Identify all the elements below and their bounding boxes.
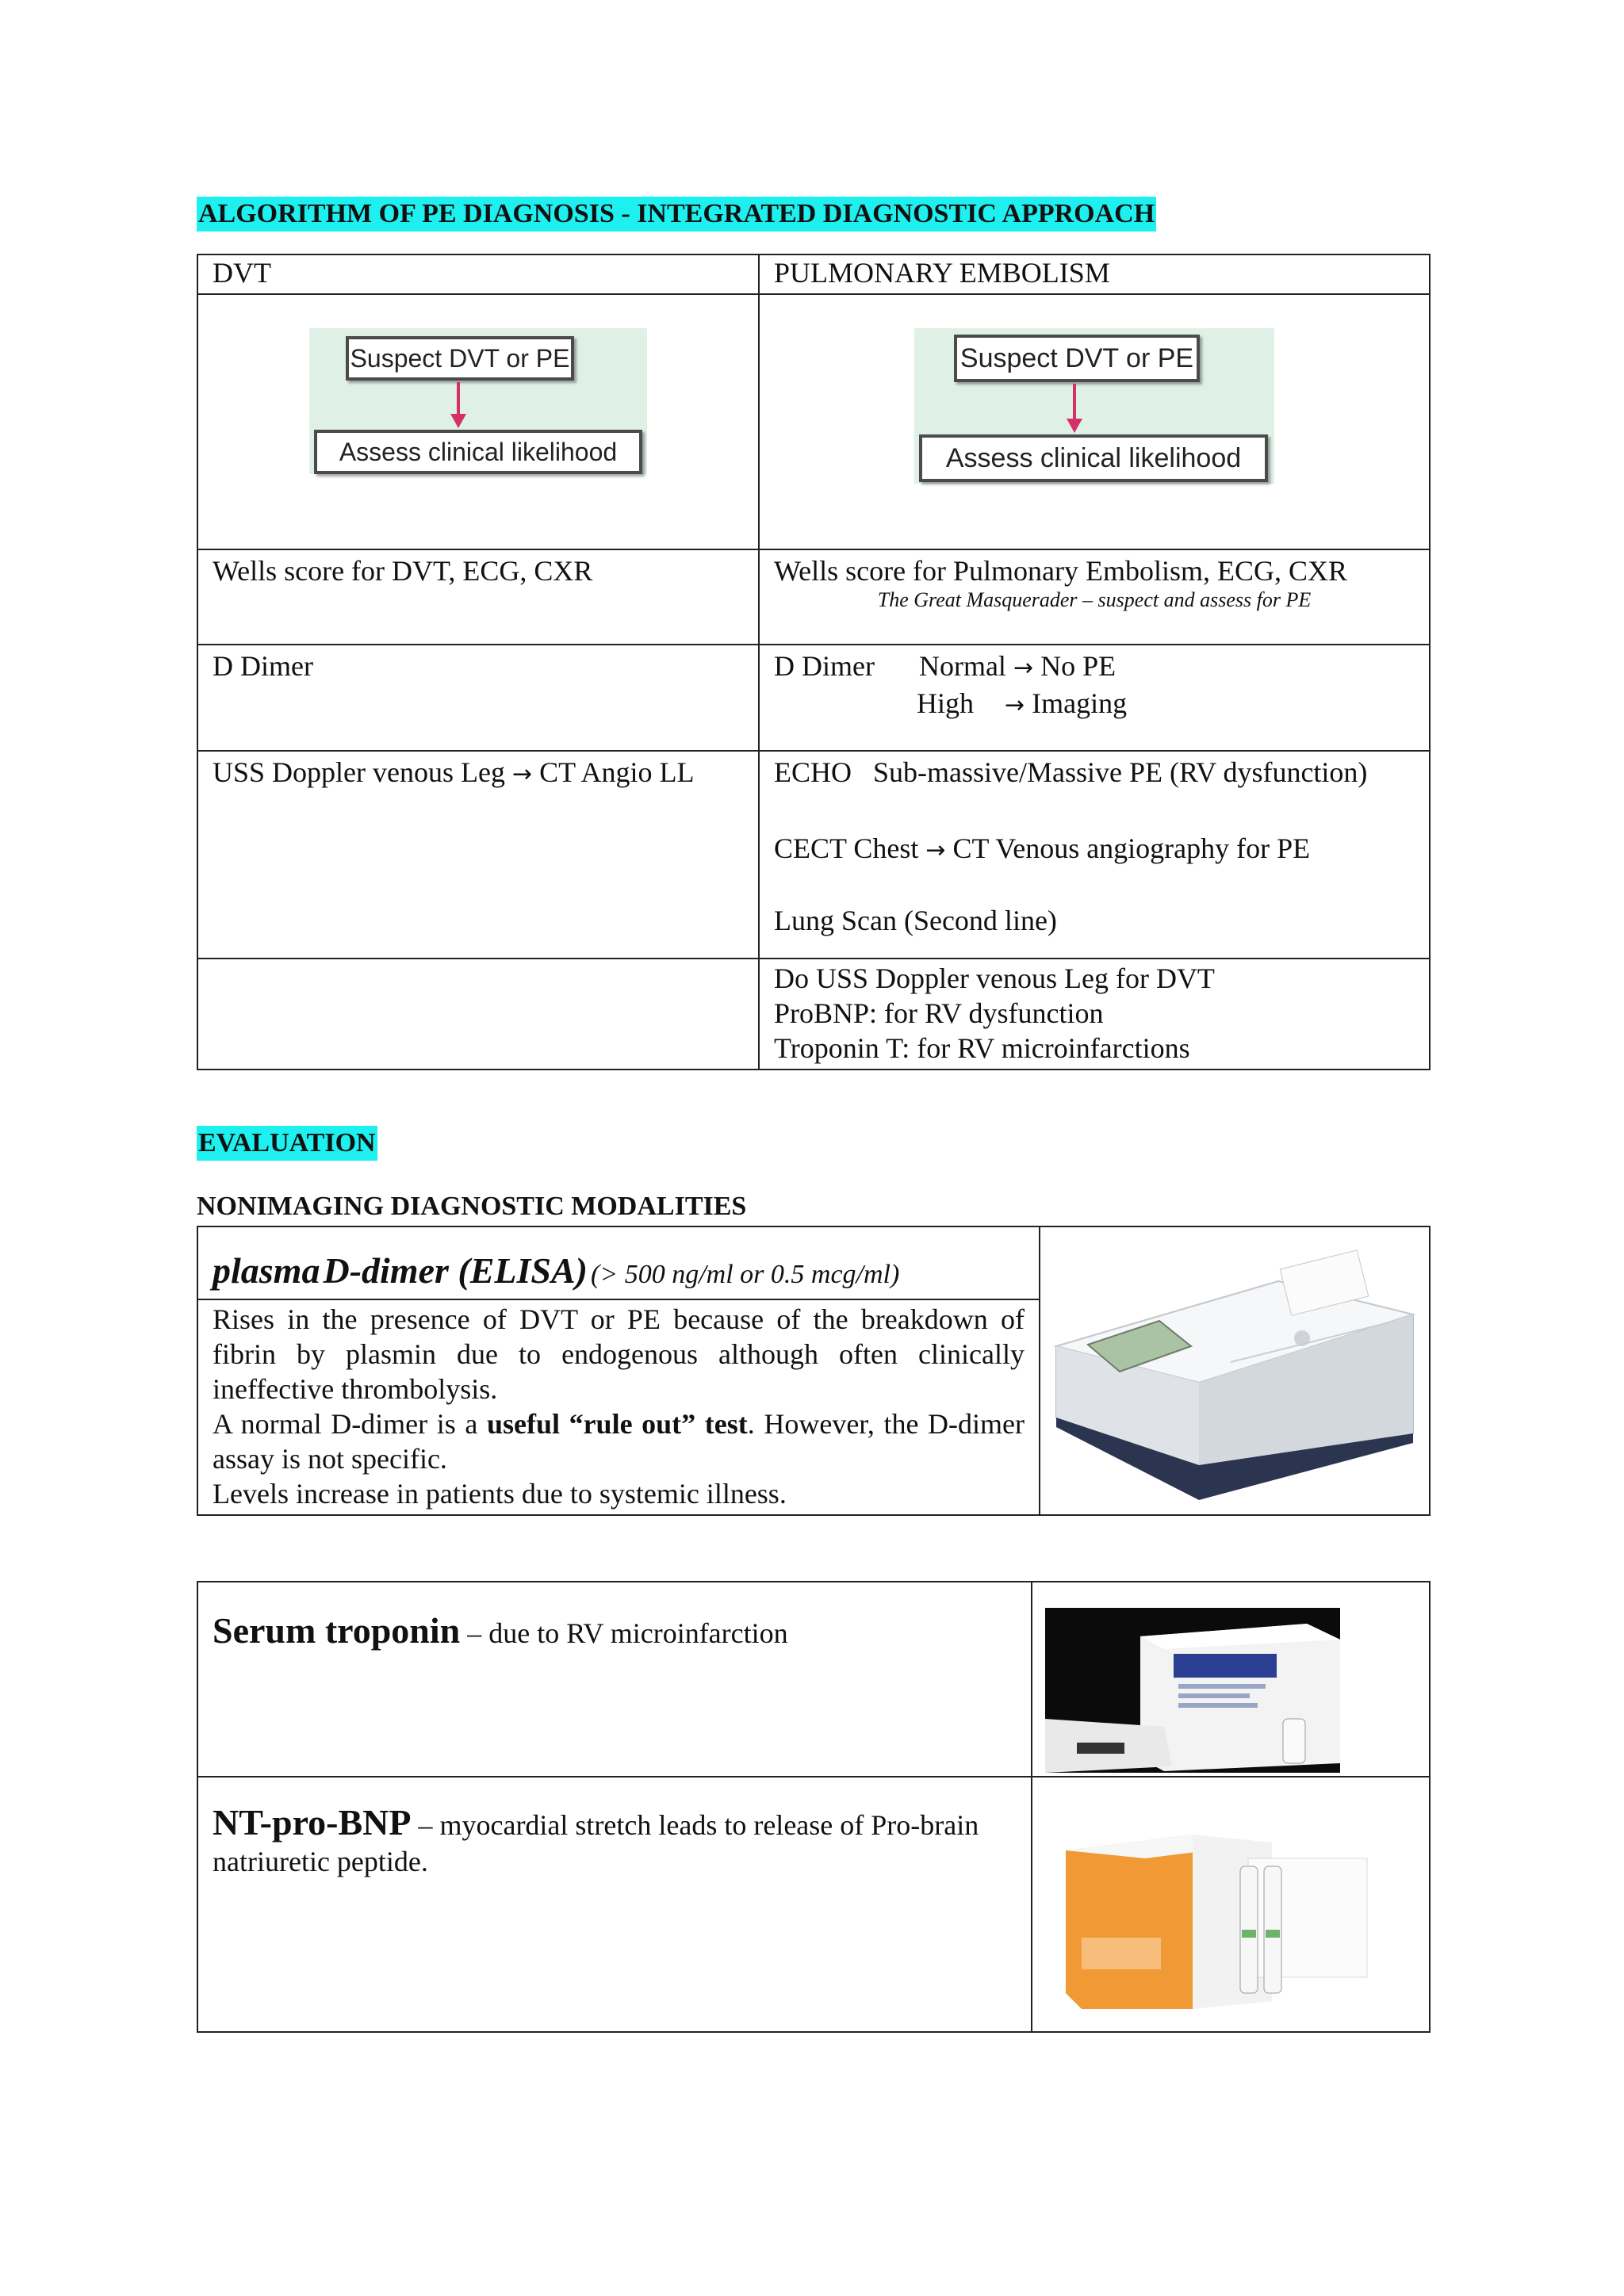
flow-box-suspect: Suspect DVT or PE [346,336,574,381]
ddimer-paragraph-3: Levels increase in patients due to systemic illness. [213,1478,787,1510]
markers-table [197,1581,1431,2033]
ddimer-paragraph-2: A normal D-dimer is a useful “rule out” test. However, the D-dimer assay is not specific. [213,1408,1025,1475]
flow-arrow [1073,384,1076,422]
troponin-title: Serum troponin [213,1610,461,1651]
troponin-test-kit-image [1045,1608,1340,1773]
row-imaging-pe: ECHO Sub-massive/Massive PE (RV dysfunction) CECT Chest → CT Venous angiography for PE Lung Scan (Second line) [759,751,1430,959]
flow-box-assess: Assess clinical likelihood [919,434,1268,482]
row-ddimer-dvt: D Dimer [197,645,759,751]
algorithm-heading: ALGORITHM OF PE DIAGNOSIS - INTEGRATED DIAGNOSTIC APPROACH [197,197,1156,232]
flow-box-assess: Assess clinical likelihood [314,430,642,474]
flow-box-suspect: Suspect DVT or PE [954,335,1200,382]
row-ddimer-pe: D Dimer Normal → No PE High → Imaging [759,645,1430,751]
masquerader-note: The Great Masquerader – suspect and assess for PE [877,588,1312,611]
bnp-test-kit-image [1066,1811,1399,2009]
algorithm-table [197,254,1431,1070]
bnp-title: NT-pro-BNP [213,1802,412,1843]
row-extra-pe: Do USS Doppler venous Leg for DVT ProBNP: for RV dysfunction Troponin T: for RV microinfarctions [759,959,1430,1070]
ddimer-image-cell [1040,1226,1430,1515]
troponin-cell: Serum troponin – due to RV microinfarction [197,1582,1032,1777]
flow-arrow [457,382,460,417]
col-header-dvt: DVT [197,254,759,294]
flow-arrow-head [1067,419,1082,433]
troponin-image-cell [1032,1582,1430,1777]
row-extra-dvt [197,959,759,1070]
ddimer-body-cell [197,1299,1040,1515]
ddimer-title-cell: plasma D-dimer (ELISA) (> 500 ng/ml or 0.5 mcg/ml) [197,1226,1040,1299]
flowchart-pe [914,328,1274,484]
flow-cell-dvt [197,294,759,549]
bnp-image-cell [1032,1777,1430,2032]
col-header-pe: PULMONARY EMBOLISM [759,254,1430,294]
bnp-cell: NT-pro-BNP – myocardial stretch leads to release of Pro-brain natriuretic peptide. [197,1777,1032,2032]
row-wells-pe: Wells score for Pulmonary Embolism, ECG, CXR The Great Masquerader – suspect and assess for PE [759,549,1430,645]
ddimer-table [197,1226,1431,1516]
flowchart-dvt [309,328,647,474]
flow-cell-pe [759,294,1430,549]
ddimer-paragraph-1: Rises in the presence of DVT or PE because of the breakdown of fibrin by plasmin due to endogenous although often clinically ineffective thrombolysis. [213,1303,1025,1405]
row-wells-dvt: Wells score for DVT, ECG, CXR [197,549,759,645]
flow-arrow-head [450,414,466,428]
evaluation-heading: EVALUATION [197,1126,377,1161]
elisa-analyzer-image [1040,1227,1427,1510]
row-imaging-dvt: USS Doppler venous Leg → CT Angio LL [197,751,759,959]
nonimaging-heading: NONIMAGING DIAGNOSTIC MODALITIES [197,1192,747,1221]
